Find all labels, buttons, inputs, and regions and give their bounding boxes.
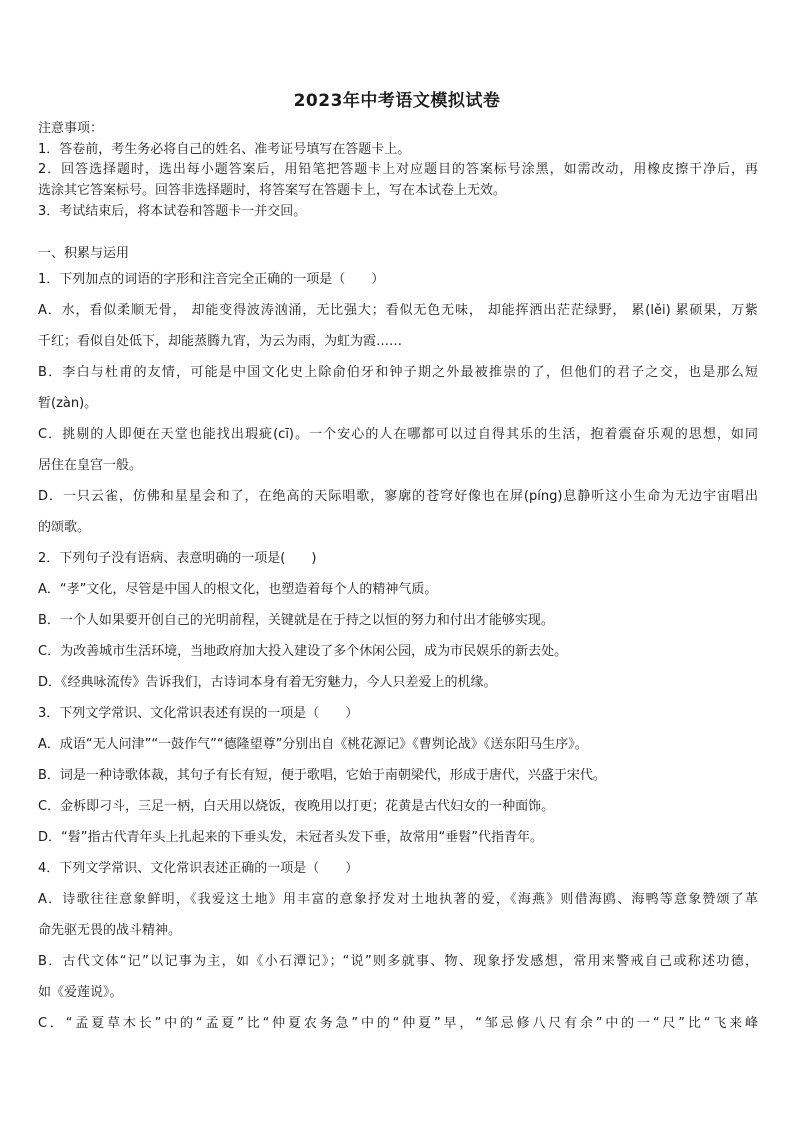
q2-option-c: C．为改善城市生活环境，当地政府加大投入建设了多个休闲公园，成为市民娱乐的新去处。 [38, 644, 568, 659]
q3-option-d: D．“髫”指古代青年头上扎起来的下垂头发，未冠者头发下垂，故常用“垂髫”代指青年。 [38, 830, 543, 845]
q3-option-c: C．金柝即刁斗，三足一柄，白天用以烧饭，夜晚用以打更；花黄是古代妇女的一种面饰。 [38, 799, 555, 814]
q1-option-c-cont: 居住在皇宫一般。 [38, 458, 143, 473]
q4-option-a-cont: 命先驱无畏的战斗精神。 [38, 923, 182, 938]
q1-option-a: A．水，看似柔顺无骨， 却能变得波涛汹涌，无比强大；看似无色无味， 却能挥洒出茫茫绿野， 累(lěi) 累硕果，万紫 [38, 303, 758, 318]
page-title: 2023年中考语文模拟试卷 [293, 91, 501, 111]
q2-stem: 2．下列句子没有语病、表意明确的一项是( ) [38, 551, 317, 566]
q2-option-d: D．《经典咏流传》告诉我们，古诗词本身有着无穷魅力，今人只差爱上的机缘。 [38, 675, 497, 690]
notice-item-1: 1．答卷前，考生务必将自己的姓名、准考证号填写在答题卡上。 [38, 142, 411, 157]
q2-option-a: A．“孝”文化，尽管是中国人的根文化，也塑造着每个人的精神气质。 [38, 582, 438, 597]
q4-option-c: C．“孟夏草木长”中的“孟夏”比“仲夏农务急”中的“仲夏”早，“邹忌修八尺有余”中的一“尺”比“飞来峰 [38, 1016, 758, 1031]
q3-option-a: A．成语“无人问津”“一鼓作气”“德隆望尊”分别出自《桃花源记》《曹刿论战》《送东阳马生序》。 [38, 737, 588, 752]
q2-option-b: B．一个人如果要开创自己的光明前程，关键就是在于持之以恒的努力和付出才能够实现。 [38, 613, 554, 628]
q1-option-b-cont: 暂(zàn)。 [38, 396, 98, 411]
notice-item-3: 3．考试结束后，将本试卷和答题卡一并交回。 [38, 204, 307, 219]
q3-option-b: B．词是一种诗歌体裁，其句子有长有短，便于歌唱，它始于南朝梁代，形成于唐代，兴盛于宋代。 [38, 768, 606, 783]
notice-item-2: 2．回答选择题时，选出每小题答案后，用铅笔把答题卡上对应题目的答案标号涂黑，如需改动，用橡皮擦干净后，再 [38, 162, 758, 177]
q1-stem: 1．下列加点的词语的字形和注音完全正确的一项是（ ） [38, 272, 385, 287]
q1-option-c: C．挑剔的人即便在天堂也能找出瑕疵(cī)。一个安心的人在哪都可以过自得其乐的生活，抱着震奋乐观的思想，如同 [38, 427, 758, 442]
q3-stem: 3．下列文学常识、文化常识表述有误的一项是（ ） [38, 706, 359, 721]
notice-heading: 注意事项： [38, 121, 104, 136]
q1-option-b: B．李白与杜甫的友情，可能是中国文化史上除俞伯牙和钟子期之外最被推崇的了，但他们的君子之交，也是那么短 [38, 365, 758, 380]
q4-option-a: A．诗歌往往意象鲜明，《我爱这土地》用丰富的意象抒发对土地执著的爱，《海燕》则借海鸥、海鸭等意象赞颂了革 [38, 892, 758, 907]
q1-option-a-cont: 千红；看似自处低下，却能蒸腾九宵，为云为雨，为虹为霞…… [38, 334, 403, 349]
section-heading: 一、积累与运用 [38, 246, 130, 261]
q1-option-d: D．一只云雀，仿佛和星星会和了，在绝高的天际唱歌，寥廓的苍穹好像也在屏(píng)息静听这小生命为无边宇宙唱出 [38, 489, 758, 504]
q1-option-d-cont: 的颂歌。 [38, 520, 91, 535]
notice-item-2-cont: 选涂其它答案标号。回答非选择题时，将答案写在答题卡上，写在本试卷上无效。 [38, 183, 507, 198]
q4-option-b-cont: 如《爱莲说》。 [38, 985, 123, 1000]
q4-option-b: B．古代文体“记”以记事为主，如《小石潭记》；“说”则多就事、物、现象抒发感想，常用来警戒自己或称述功德， [38, 954, 758, 969]
q4-stem: 4．下列文学常识、文化常识表述正确的一项是（ ） [38, 861, 359, 876]
